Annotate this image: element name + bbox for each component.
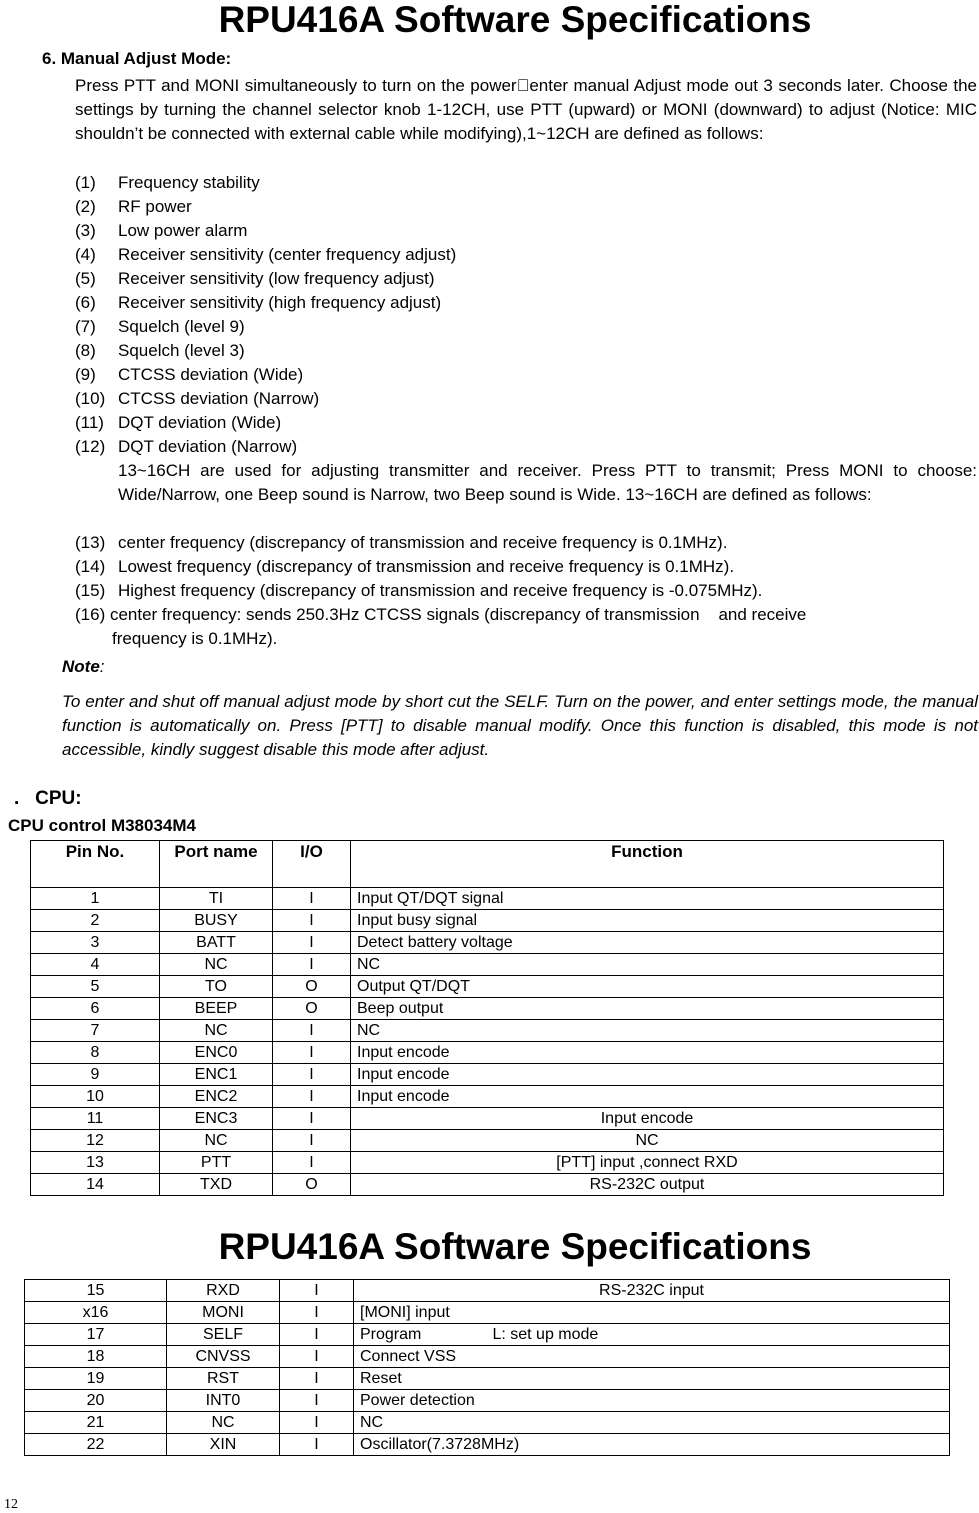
cpu-pin-table-1 [30, 840, 944, 1196]
list-item-number: (6) [75, 293, 96, 312]
list-item [75, 411, 456, 435]
io-cell: O [273, 998, 351, 1020]
port-name-cell: TXD [160, 1174, 273, 1196]
table-row [31, 910, 944, 932]
pin-no-cell: 9 [31, 1064, 160, 1086]
port-name-cell: PTT [160, 1152, 273, 1174]
pin-no-cell: 13 [31, 1152, 160, 1174]
col-function: Function [351, 841, 944, 888]
function-cell: NC [351, 1020, 944, 1042]
list-item-number: (13) [75, 533, 106, 552]
function-cell: [PTT] input ,connect RXD [351, 1152, 944, 1174]
pin-no-cell: 7 [31, 1020, 160, 1042]
function-cell: Oscillator(7.3728MHz) [354, 1434, 950, 1456]
pin-no-cell: 19 [25, 1368, 167, 1390]
list-item-text: Receiver sensitivity (center frequency adjust) [118, 245, 457, 264]
function-cell: NC [351, 954, 944, 976]
list-item-text: Lowest frequency (discrepancy of transmission and receive frequency is 0.1MHz). [118, 557, 735, 576]
function-cell: Connect VSS [354, 1346, 950, 1368]
io-cell: I [273, 1064, 351, 1086]
port-name-cell: BUSY [160, 910, 273, 932]
cpu-subheading: CPU control M38034M4 [8, 816, 196, 835]
port-name-cell: NC [160, 1020, 273, 1042]
table-row [31, 954, 944, 976]
list-item-text: CTCSS deviation (Narrow) [118, 389, 320, 408]
io-cell: I [273, 1108, 351, 1130]
pin-no-cell: 2 [31, 910, 160, 932]
io-cell: I [273, 1152, 351, 1174]
pin-no-cell: 11 [31, 1108, 160, 1130]
note-colon: : [99, 657, 105, 676]
io-cell: I [273, 932, 351, 954]
port-name-cell: ENC2 [160, 1086, 273, 1108]
port-name-cell: BATT [160, 932, 273, 954]
list-item-number: (11) [75, 413, 104, 432]
function-cell: Beep output [351, 998, 944, 1020]
table-row [31, 1086, 944, 1108]
table-row [31, 1108, 944, 1130]
pin-no-cell: 20 [25, 1390, 167, 1412]
pin-no-cell: 10 [31, 1086, 160, 1108]
port-name-cell: XIN [167, 1434, 280, 1456]
list-item-text: Receiver sensitivity (low frequency adjust) [118, 269, 435, 288]
list-item-number: (14) [75, 557, 106, 576]
pin-no-cell: 18 [25, 1346, 167, 1368]
table-row [25, 1390, 950, 1412]
io-cell: I [273, 910, 351, 932]
list-item [75, 339, 456, 363]
col-pin-no: Pin No. [31, 841, 160, 888]
port-name-cell: NC [160, 954, 273, 976]
table-header-row [31, 841, 944, 888]
note-label [62, 657, 105, 677]
table-row [25, 1368, 950, 1390]
list-item-number: (15) [75, 581, 106, 600]
function-cell: Power detection [354, 1390, 950, 1412]
page-title-repeat: RPU416A Software Specifications [218, 1226, 812, 1267]
note-label-text: Note [62, 657, 100, 676]
pin-no-cell: 12 [31, 1130, 160, 1152]
function-cell: Reset [354, 1368, 950, 1390]
table-row [25, 1302, 950, 1324]
io-cell: I [280, 1368, 354, 1390]
list-item-text: center frequency (discrepancy of transmission and receive frequency is 0.1MHz). [118, 533, 728, 552]
list-item-number: (3) [75, 221, 96, 240]
port-name-cell: RST [167, 1368, 280, 1390]
port-name-cell: RXD [167, 1280, 280, 1302]
list-item-text: Squelch (level 3) [118, 341, 245, 360]
function-cell: Program L: set up mode [354, 1324, 950, 1346]
list-item [75, 171, 456, 195]
col-io: I/O [273, 841, 351, 888]
table-row [31, 1152, 944, 1174]
list-item-number: (9) [75, 365, 96, 384]
list-item [75, 531, 762, 555]
pin-no-cell: 8 [31, 1042, 160, 1064]
pin-no-cell: 14 [31, 1174, 160, 1196]
port-name-cell: TO [160, 976, 273, 998]
pin-no-cell: x16 [25, 1302, 167, 1324]
list-item-number: (2) [75, 197, 96, 216]
table-row [31, 1064, 944, 1086]
list-item-text: Frequency stability [118, 173, 260, 192]
port-name-cell: MONI [167, 1302, 280, 1324]
list-item [75, 195, 456, 219]
list-item-number: (12) [75, 437, 106, 456]
pin-no-cell: 5 [31, 976, 160, 998]
table-row [31, 1130, 944, 1152]
col-port-name: Port name [160, 841, 273, 888]
item-16-line1: (16) center frequency: sends 250.3Hz CTCSS signals (discrepancy of transmission and receive [75, 605, 807, 624]
io-cell: I [273, 954, 351, 976]
list-item-text: Squelch (level 9) [118, 317, 245, 336]
io-cell: I [273, 888, 351, 910]
table-row [31, 1020, 944, 1042]
io-cell: I [273, 1042, 351, 1064]
function-cell: NC [351, 1130, 944, 1152]
pin-no-cell: 1 [31, 888, 160, 910]
pin-no-cell: 22 [25, 1434, 167, 1456]
list-item [75, 315, 456, 339]
settings-list-13-15 [75, 531, 762, 603]
pin-no-cell: 17 [25, 1324, 167, 1346]
function-cell: Detect battery voltage [351, 932, 944, 954]
mid-paragraph: 13~16CH are used for adjusting transmitter and receiver. Press PTT to transmit; Press MONI to choose: Wide/Narrow, one Beep sound is Narrow, two Beep sound is Wide. 13~16CH are defined as follows: [118, 461, 977, 504]
function-cell: NC [354, 1412, 950, 1434]
cpu-heading: . CPU: [14, 788, 82, 809]
pin-no-cell: 4 [31, 954, 160, 976]
list-item-text: DQT deviation (Wide) [118, 413, 282, 432]
table-row [25, 1346, 950, 1368]
table-row [31, 932, 944, 954]
list-item-number: (10) [75, 389, 106, 408]
io-cell: I [273, 1130, 351, 1152]
io-cell: I [280, 1390, 354, 1412]
cpu-pin-table-2 [24, 1279, 950, 1456]
table-row [25, 1280, 950, 1302]
port-name-cell: INT0 [167, 1390, 280, 1412]
port-name-cell: ENC1 [160, 1064, 273, 1086]
list-item [75, 243, 456, 267]
table-row [25, 1412, 950, 1434]
list-item-number: (7) [75, 317, 96, 336]
port-name-cell: ENC3 [160, 1108, 273, 1130]
list-item-text: Receiver sensitivity (high frequency adjust) [118, 293, 442, 312]
pin-no-cell: 6 [31, 998, 160, 1020]
list-item [75, 555, 762, 579]
pin-no-cell: 3 [31, 932, 160, 954]
list-item-number: (8) [75, 341, 96, 360]
list-item-number: (1) [75, 173, 96, 192]
io-cell: I [273, 1020, 351, 1042]
port-name-cell: NC [167, 1412, 280, 1434]
note-text: To enter and shut off manual adjust mode by short cut the SELF. Turn on the power, and enter settings mode, the manual function is automatically on. Press [PTT] to disable manual modify. Once this function is disabled, this mode is not accessible, kindly suggest disable this mode after adjust. [62, 692, 978, 759]
port-name-cell: NC [160, 1130, 273, 1152]
section-heading: 6. Manual Adjust Mode: [42, 49, 232, 68]
pin-no-cell: 15 [25, 1280, 167, 1302]
io-cell: O [273, 976, 351, 998]
table-row [31, 1042, 944, 1064]
io-cell: I [280, 1302, 354, 1324]
table-row [31, 888, 944, 910]
port-name-cell: SELF [167, 1324, 280, 1346]
item-16-line2: frequency is 0.1MHz). [112, 629, 278, 648]
list-item [75, 387, 456, 411]
function-cell: Output QT/DQT [351, 976, 944, 998]
function-cell: Input encode [351, 1064, 944, 1086]
list-item [75, 291, 456, 315]
io-cell: I [280, 1280, 354, 1302]
page-title: RPU416A Software Specifications [218, 0, 812, 40]
table-row [31, 1174, 944, 1196]
list-item [75, 219, 456, 243]
list-item [75, 579, 762, 603]
io-cell: I [280, 1324, 354, 1346]
list-item-text: Highest frequency (discrepancy of transmission and receive frequency is -0.075MHz). [118, 581, 763, 600]
function-cell: [MONI] input [354, 1302, 950, 1324]
function-cell: Input QT/DQT signal [351, 888, 944, 910]
list-item-text: Low power alarm [118, 221, 248, 240]
port-name-cell: TI [160, 888, 273, 910]
io-cell: I [280, 1412, 354, 1434]
io-cell: O [273, 1174, 351, 1196]
table-row [25, 1434, 950, 1456]
table-row [31, 976, 944, 998]
function-cell: Input encode [351, 1086, 944, 1108]
settings-list-1-12 [75, 171, 456, 459]
table-row [25, 1324, 950, 1346]
list-item-number: (5) [75, 269, 96, 288]
function-cell: RS-232C output [351, 1174, 944, 1196]
table-row [31, 998, 944, 1020]
io-cell: I [280, 1434, 354, 1456]
intro-paragraph: Press PTT and MONI simultaneously to turn on the power enter manual Adjust mode out 3 seconds later. Choose the settings by turning the channel selector knob 1-12CH, use PTT (upward) or MONI (downward) to adjust (Notice: MIC shouldn’t be connected with external cable while modifying),1~12CH are defined as follows: [75, 76, 977, 143]
list-item [75, 435, 456, 459]
function-cell: Input encode [351, 1108, 944, 1130]
port-name-cell: BEEP [160, 998, 273, 1020]
list-item [75, 363, 456, 387]
function-cell: Input busy signal [351, 910, 944, 932]
list-item [75, 267, 456, 291]
port-name-cell: CNVSS [167, 1346, 280, 1368]
list-item-text: DQT deviation (Narrow) [118, 437, 298, 456]
list-item-text: CTCSS deviation (Wide) [118, 365, 304, 384]
list-item-text: RF power [118, 197, 192, 216]
io-cell: I [280, 1346, 354, 1368]
port-name-cell: ENC0 [160, 1042, 273, 1064]
function-cell: RS-232C input [354, 1280, 950, 1302]
page-number: 12 [4, 1497, 18, 1512]
list-item-number: (4) [75, 245, 96, 264]
io-cell: I [273, 1086, 351, 1108]
function-cell: Input encode [351, 1042, 944, 1064]
pin-no-cell: 21 [25, 1412, 167, 1434]
